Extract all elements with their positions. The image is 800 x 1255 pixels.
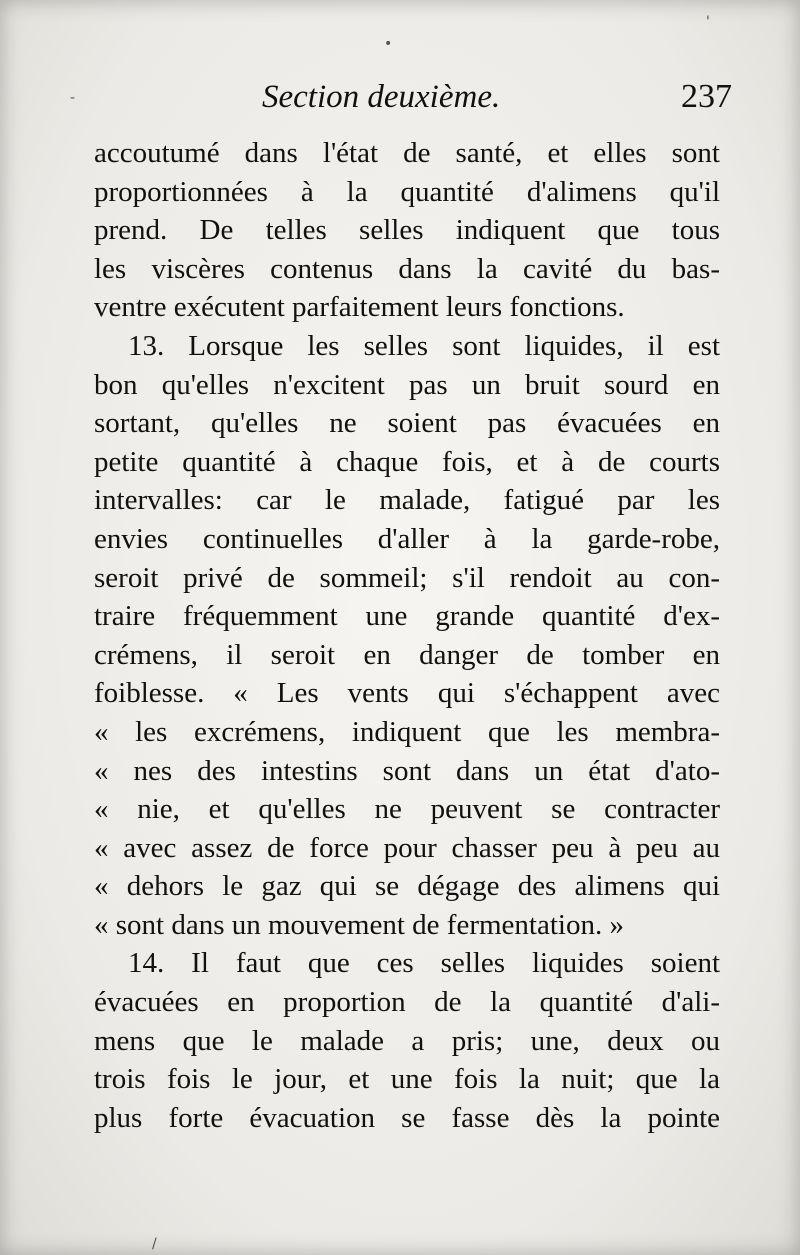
text-line: « avec assez de force pour chasser peu à peu au xyxy=(94,831,720,864)
paper-speck: • xyxy=(384,36,393,52)
text-line: « nes des intestins sont dans un état d'ato- xyxy=(94,754,720,787)
text-line: intervalles: car le malade, fatigué par les xyxy=(94,484,720,517)
text-line: les viscères contenus dans la cavité du bas- xyxy=(94,252,720,285)
text-line: sortant, qu'elles ne soient pas évacuées en xyxy=(94,407,720,440)
text-line: « les excrémens, indiquent que les membra- xyxy=(94,715,720,748)
text-line: seroit privé de sommeil; s'il rendoit au con- xyxy=(94,561,720,594)
body-text xyxy=(94,134,720,1137)
text-line: « sont dans un mouvement de fermentation. » xyxy=(94,908,624,941)
paper-speck: / xyxy=(152,1236,157,1252)
text-line: envies continuelles d'aller à la garde-robe, xyxy=(94,522,720,555)
text-line: « nie, et qu'elles ne peuvent se contracter xyxy=(94,793,720,826)
text-line: petite quantité à chaque fois, et à de courts xyxy=(94,445,720,478)
text-line: « dehors le gaz qui se dégage des alimens qui xyxy=(94,870,720,903)
paper-speck: - xyxy=(70,90,76,106)
text-line: 14. Il faut que ces selles liquides soient xyxy=(128,947,720,980)
text-line: traire fréquemment une grande quantité d'ex- xyxy=(94,600,720,633)
text-line: ventre exécutent parfaitement leurs fonctions. xyxy=(94,291,625,324)
text-line: foiblesse. « Les vents qui s'échappent avec xyxy=(94,677,720,710)
text-line: proportionnées à la quantité d'alimens qu'il xyxy=(94,175,720,208)
text-line: 13. Lorsque les selles sont liquides, il est xyxy=(128,329,720,362)
text-line: mens que le malade a pris; une, deux ou xyxy=(94,1024,720,1057)
paper-speck: ' xyxy=(706,14,710,30)
running-title: Section deuxième. xyxy=(262,79,501,115)
text-line: évacuées en proportion de la quantité d'ali- xyxy=(94,986,720,1019)
text-line: crémens, il seroit en danger de tomber en xyxy=(94,638,720,671)
text-line: prend. De telles selles indiquent que tous xyxy=(94,214,720,247)
text-line: plus forte évacuation se fasse dès la pointe xyxy=(94,1101,720,1134)
text-line: trois fois le jour, et une fois la nuit; que la xyxy=(94,1063,720,1096)
text-line: bon qu'elles n'excitent pas un bruit sourd en xyxy=(94,368,720,401)
page-number: 237 xyxy=(681,78,732,115)
text-line: accoutumé dans l'état de santé, et elles sont xyxy=(94,137,720,169)
page-header xyxy=(262,72,732,122)
